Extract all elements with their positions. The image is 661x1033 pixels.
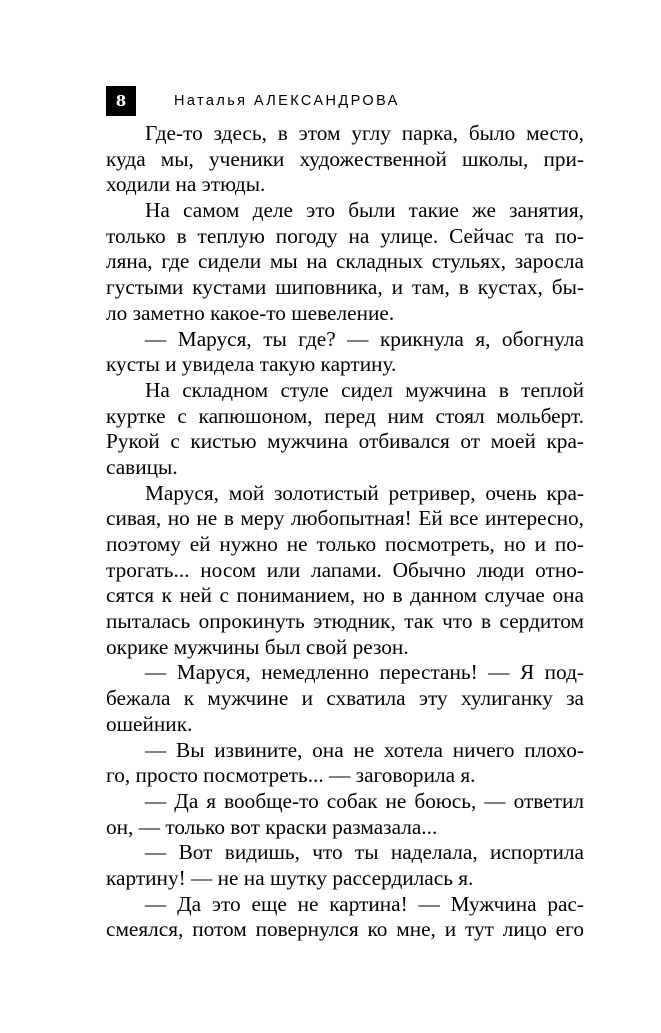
text-line: он, — только вот краски размазала... [106, 814, 438, 839]
text-line: картину! — не на шутку рассердилась я. [106, 865, 474, 890]
text-line: го, просто посмотреть... — заговорила я. [106, 763, 476, 788]
text-line: савицы. [106, 454, 178, 479]
text-line: густыми кустами шиповника, и там, в кустах, бы- [106, 275, 584, 300]
text-line: пыталась опрокинуть этюдник, так что в сердитом [106, 609, 584, 634]
text-line: ходили на этюды. [106, 172, 266, 197]
text-line: ляна, где сидели мы на складных стульях, заросла [106, 249, 584, 274]
text-line: На самом деле это были такие же занятия, [145, 198, 584, 223]
text-line: — Маруся, ты где? — крикнула я, обогнула [145, 326, 584, 351]
text-line: — Вот видишь, что ты наделала, испортила [145, 840, 584, 865]
text-line: сивая, но не в меру любопытная! Ей все интересно, [106, 506, 584, 531]
text-line: — Вы извините, она не хотела ничего плохо- [145, 737, 584, 762]
text-line: бежала к мужчине и схватила эту хулиганку за [106, 686, 584, 711]
text-line: — Да это еще не картина! — Мужчина рас- [145, 891, 584, 916]
body-text [106, 121, 584, 943]
text-line: трогать... носом или лапами. Обычно люди отно- [106, 557, 584, 582]
text-line: — Да я вообще-то собак не боюсь, — ответил [145, 788, 584, 813]
text-line: — Маруся, немедленно перестань! — Я под- [145, 660, 584, 685]
text-line: ло заметно какое-то шевеление. [106, 300, 395, 325]
text-line: куда мы, ученики художественной школы, при- [106, 146, 584, 171]
text-line: кусты и увидела такую картину. [106, 352, 397, 377]
text-line: смеялся, потом повернулся ко мне, и тут лицо его [106, 917, 584, 942]
text-line: Где-то здесь, в этом углу парка, было место, [145, 121, 584, 145]
text-line: поэтому ей нужно не только посмотреть, но и по- [106, 532, 584, 556]
page-number: 8 [106, 86, 136, 116]
text-line: только в теплую погоду на улице. Сейчас та по- [106, 223, 584, 248]
running-head: Наталья АЛЕКСАНДРОВА [174, 93, 400, 109]
text-line: Рукой с кистью мужчина отбивался от моей кра- [106, 429, 584, 454]
text-line: куртке с капюшоном, перед ним стоял мольберт. [106, 403, 584, 428]
text-line: На складном стуле сидел мужчина в теплой [145, 377, 584, 402]
text-line: окрике мужчины был свой резон. [106, 634, 409, 659]
text-line: сятся к ней с пониманием, но в данном случае она [106, 583, 584, 608]
text-line: ошейник. [106, 711, 193, 736]
text-line: Маруся, мой золотистый ретривер, очень кра- [145, 480, 584, 505]
